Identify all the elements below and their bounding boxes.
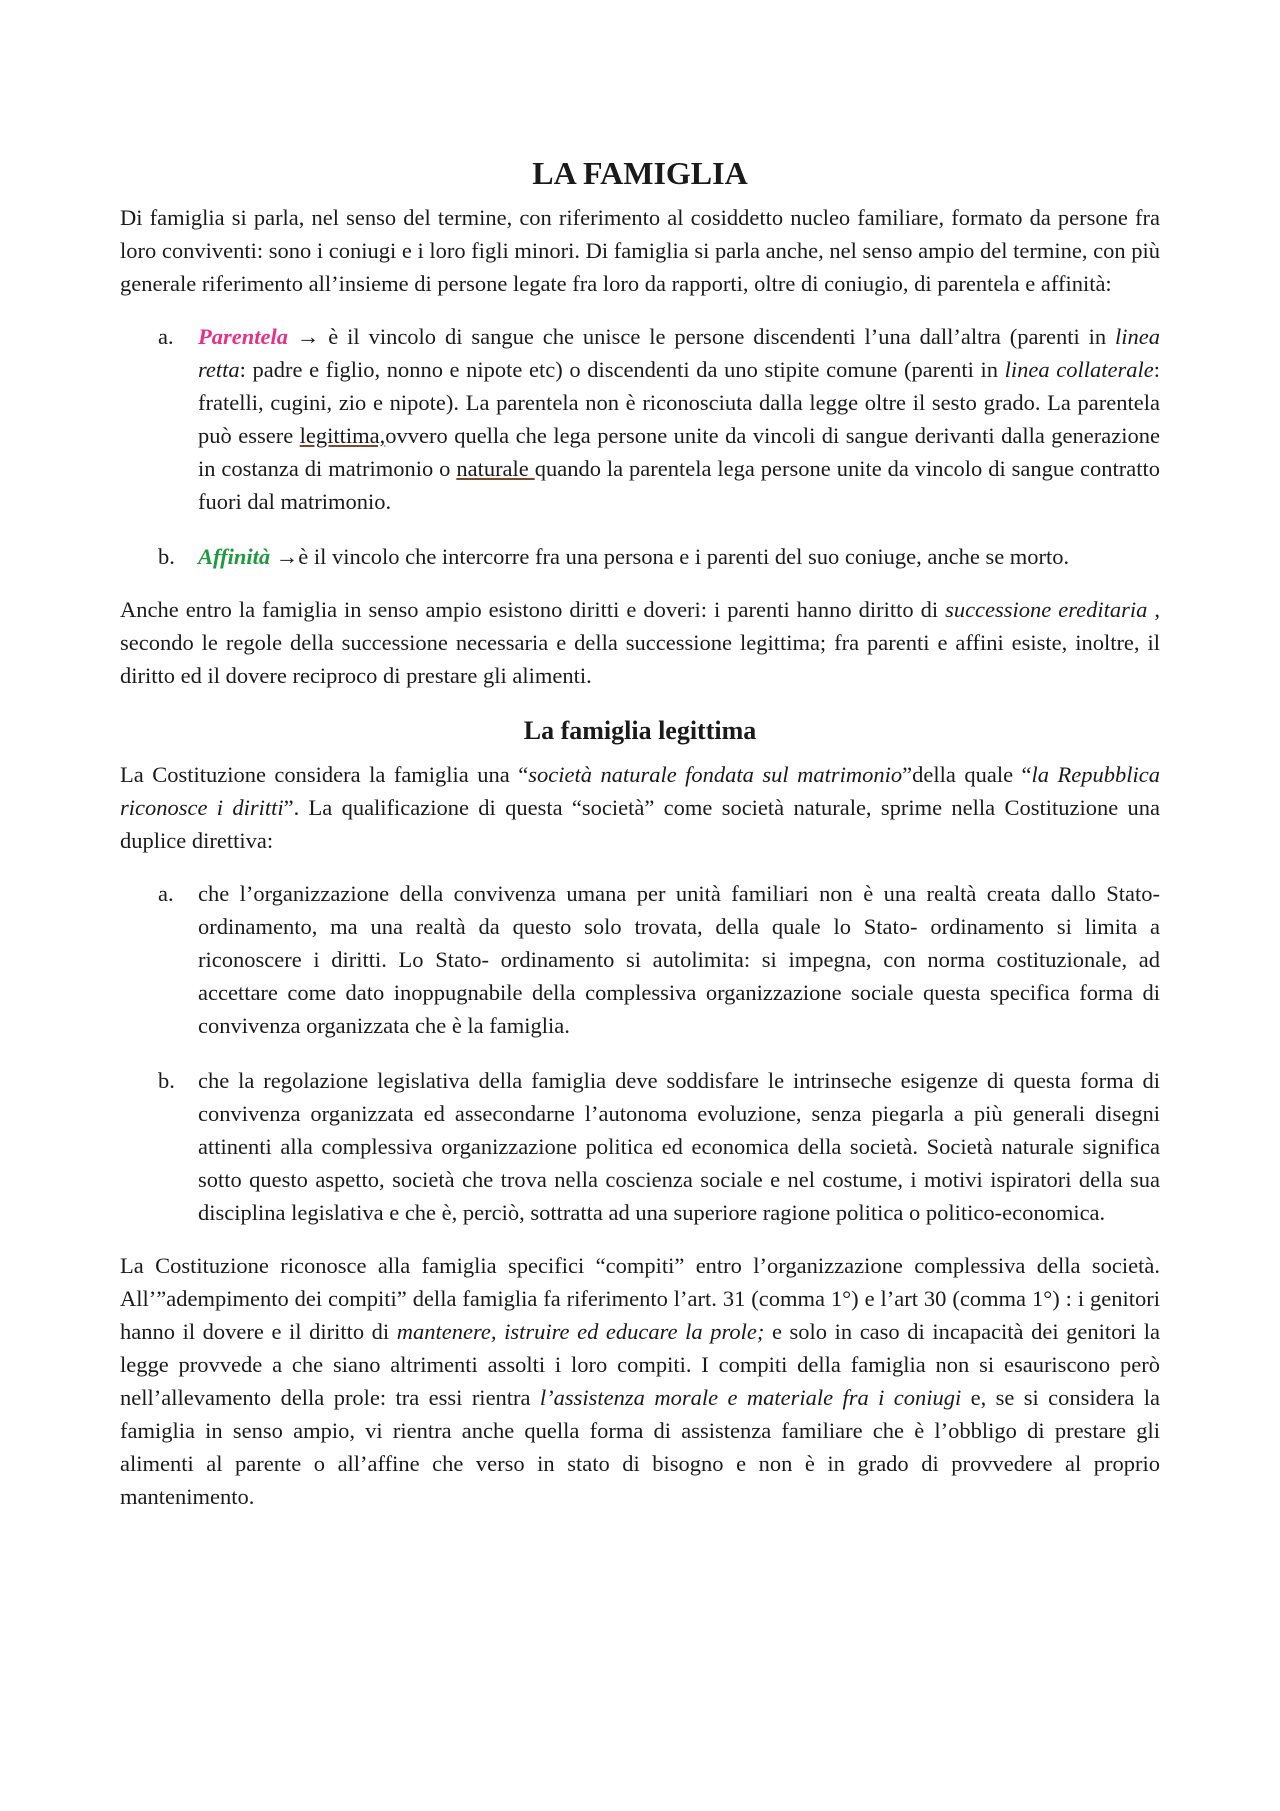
italic-successione: successione ereditaria bbox=[945, 597, 1148, 622]
list-item-directive-b bbox=[120, 1064, 1160, 1229]
document-title: LA FAMIGLIA bbox=[532, 155, 748, 191]
italic-linea-retta: linea retta bbox=[198, 324, 1161, 382]
list-marker: a. bbox=[158, 881, 174, 906]
kinship-list bbox=[120, 320, 1160, 573]
underlined-legittima: legittima, bbox=[299, 423, 386, 448]
text-run: che la regolazione legislativa della famiglia deve soddisfare le intrinseche esigenze di questa forma di convivenza organizzata ed assecondarne l’autonoma evoluzione, senza piegarla a più generali disegni attinenti alla complessiva organizzazione politica ed economica della società. Società naturale significa sotto questo aspetto, società che trova nella coscienza sociale e nel costume, i motivi ispiratori della sua disciplina legislativa e che è, perciò, sottratta ad una superiore ragione politica o politico-economica. bbox=[198, 1068, 1160, 1225]
list-marker: b. bbox=[158, 1068, 175, 1093]
text-run: quando la parentela lega persone unite da vincolo di sangue contratto fuori dal matrimonio. bbox=[198, 456, 1160, 514]
text-run: , secondo le regole della successione necessaria e della successione legittima; fra parenti e affini esiste, inoltre, il diritto ed il dovere reciproco di prestare gli alimenti. bbox=[120, 597, 1160, 688]
list-item-directive-a bbox=[120, 877, 1160, 1042]
text-run: : fratelli, cugini, zio e nipote). La parentela non è riconosciuta dalla legge oltre il sesto grado. La parentela può essere bbox=[198, 357, 1160, 448]
italic-quote: la Repubblica riconosce i diritti bbox=[120, 762, 1160, 820]
list-marker: a. bbox=[158, 324, 174, 349]
arrow-glyph: → bbox=[270, 544, 299, 569]
term-affinita: Affinità bbox=[198, 544, 271, 569]
directive-list bbox=[120, 877, 1160, 1229]
text-run: e solo in caso di incapacità dei genitori la legge provvede a che siano altrimenti assolti i loro compiti. I compiti della famiglia non si esauriscono però nell’allevamento della prole: tra essi rientra bbox=[120, 1319, 1160, 1410]
text-run: ”della quale “ bbox=[902, 762, 1032, 787]
text-run: : padre e figlio, nonno e nipote etc) o discendenti da uno stipite comune (parenti in bbox=[239, 357, 1005, 382]
text-run: ”. La qualificazione di questa “società” come società naturale, sprime nella Costituzione una duplice direttiva: bbox=[120, 795, 1160, 853]
underlined-naturale: naturale bbox=[456, 456, 535, 481]
document-page bbox=[120, 140, 1160, 1513]
intro-paragraph: Di famiglia si parla, nel senso del termine, con riferimento al cosiddetto nucleo familiare, formato da persone fra loro conviventi: sono i coniugi e i loro figli minori. Di famiglia si parla anche, nel senso ampio del termine, con più generale riferimento all’insieme di persone legate fra loro da rapporti, oltre di coniugio, di parentela e affinità: bbox=[120, 205, 1160, 296]
text-run: e, se si considera la famiglia in senso ampio, vi rientra anche quella forma di assistenza familiare che è l’obbligo di prestare gli alimenti al parente o all’affine che verso in stato di bisogno e non è in grado di provvedere al proprio mantenimento. bbox=[120, 1385, 1160, 1509]
text-run: è il vincolo di sangue che unisce le persone discendenti l’una dall’altra (parenti in bbox=[328, 324, 1116, 349]
text-run: ovvero quella che lega persone unite da vincoli di sangue derivanti dalla generazione in costanza di matrimonio o bbox=[198, 423, 1160, 481]
italic-quote: società naturale fondata sul matrimonio bbox=[528, 762, 903, 787]
list-item-parentela bbox=[120, 320, 1160, 518]
list-item-affinita bbox=[120, 540, 1160, 573]
text-run: La Costituzione riconosce alla famiglia specifici “compiti” entro l’organizzazione complessiva della società. All’”adempimento dei compiti” della famiglia fa riferimento l’art. 31 (comma 1°) e l’art 30 (comma 1°) : i genitori hanno il dovere e il diritto di bbox=[120, 1253, 1160, 1344]
list-marker: b. bbox=[158, 544, 175, 569]
duties-paragraph bbox=[120, 1249, 1160, 1513]
text-run: che l’organizzazione della convivenza umana per unità familiari non è una realtà creata dallo Stato- ordinamento, ma una realtà da questo solo trovata, della quale lo Stato- ordinamento si limita a riconoscere i diritti. Lo Stato- ordinamento si autolimita: si impegna, con norma costituzionale, ad accettare come dato inoppugnabile della complessiva organizzazione sociale questa specifica forma di convivenza organizzata che è la famiglia. bbox=[198, 881, 1160, 1038]
constitution-paragraph bbox=[120, 758, 1160, 857]
text-run: Anche entro la famiglia in senso ampio esistono diritti e doveri: i parenti hanno diritto di bbox=[120, 597, 946, 622]
italic-linea-collaterale: linea collaterale bbox=[1004, 357, 1154, 382]
text-run: La Costituzione considera la famiglia una “ bbox=[120, 762, 529, 787]
term-parentela: Parentela bbox=[198, 324, 288, 349]
arrow-glyph: → bbox=[288, 324, 329, 349]
section-heading: La famiglia legittima bbox=[523, 716, 757, 745]
rights-paragraph bbox=[120, 593, 1160, 692]
text-run: è il vincolo che intercorre fra una persona e i parenti del suo coniuge, anche se morto. bbox=[298, 544, 1070, 569]
italic-assistance: l’assistenza morale e materiale fra i coniugi bbox=[539, 1385, 962, 1410]
italic-duties: mantenere, istruire ed educare la prole; bbox=[396, 1319, 765, 1344]
